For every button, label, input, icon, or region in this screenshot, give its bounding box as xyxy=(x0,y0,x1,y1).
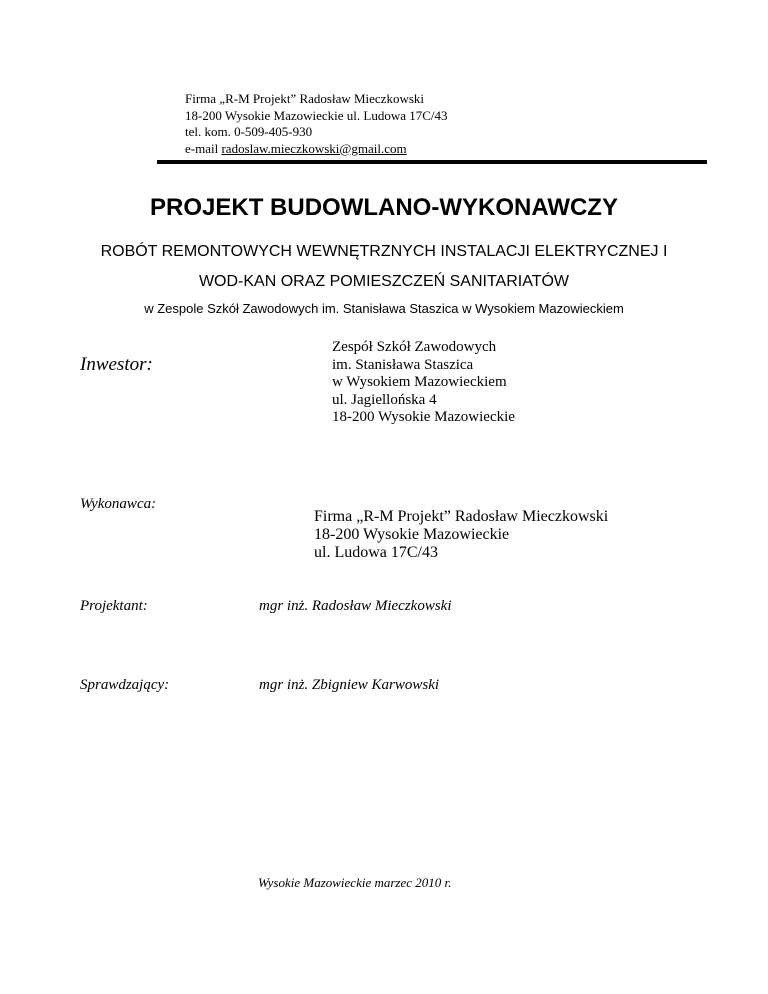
contractor-line: ul. Ludowa 17C/43 xyxy=(314,544,438,561)
investor-line: Zespół Szkół Zawodowych xyxy=(332,339,497,355)
checker-name: mgr inż. Zbigniew Karwowski xyxy=(259,677,440,693)
header-email-link[interactable]: radoslaw.mieczkowski@gmail.com xyxy=(221,140,407,156)
contractor-line: Firma „R-M Projekt” Radosław Mieczkowski xyxy=(314,508,609,525)
designer-name: mgr inż. Radosław Mieczkowski xyxy=(259,598,452,614)
contractor-details xyxy=(314,508,608,562)
checker-label: Sprawdzający: xyxy=(80,677,170,693)
company-header xyxy=(185,91,448,157)
investor-details xyxy=(332,339,515,427)
contractor-label: Wykonawca: xyxy=(80,496,157,512)
investor-line: w Wysokiem Mazowieckiem xyxy=(332,374,507,390)
investor-line: ul. Jagiellońska 4 xyxy=(332,391,437,408)
document-title: PROJEKT BUDOWLANO-WYKONAWCZY xyxy=(150,194,618,221)
header-phone: tel. kom. 0-509-405-930 xyxy=(185,124,313,139)
investor-line: 18-200 Wysokie Mazowieckie xyxy=(332,409,515,425)
investor-line: im. Stanisława Staszica xyxy=(332,356,474,373)
place-date-footer: Wysokie Mazowieckie marzec 2010 r. xyxy=(258,875,452,890)
contractor-line: 18-200 Wysokie Mazowieckie xyxy=(314,526,510,543)
header-email-prefix: e-mail xyxy=(185,140,222,156)
investor-label: Inwestor: xyxy=(80,354,153,375)
header-company-name: Firma „R-M Projekt” Radosław Mieczkowski xyxy=(185,91,425,106)
header-divider xyxy=(157,160,707,164)
header-address: 18-200 Wysokie Mazowieckie ul. Ludowa 17C/43 xyxy=(185,107,448,123)
school-line: w Zespole Szkół Zawodowych im. Stanisława Staszica w Wysokiem Mazowieckiem xyxy=(144,301,624,316)
header-email-line xyxy=(185,141,448,158)
document-subtitle-line1: ROBÓT REMONTOWYCH WEWNĘTRZNYCH INSTALACJI ELEKTRYCZNEJ I xyxy=(100,243,668,260)
designer-label: Projektant: xyxy=(80,598,148,614)
document-subtitle-line2: WOD-KAN ORAZ POMIESZCZEŃ SANITARIATÓW xyxy=(198,273,570,290)
